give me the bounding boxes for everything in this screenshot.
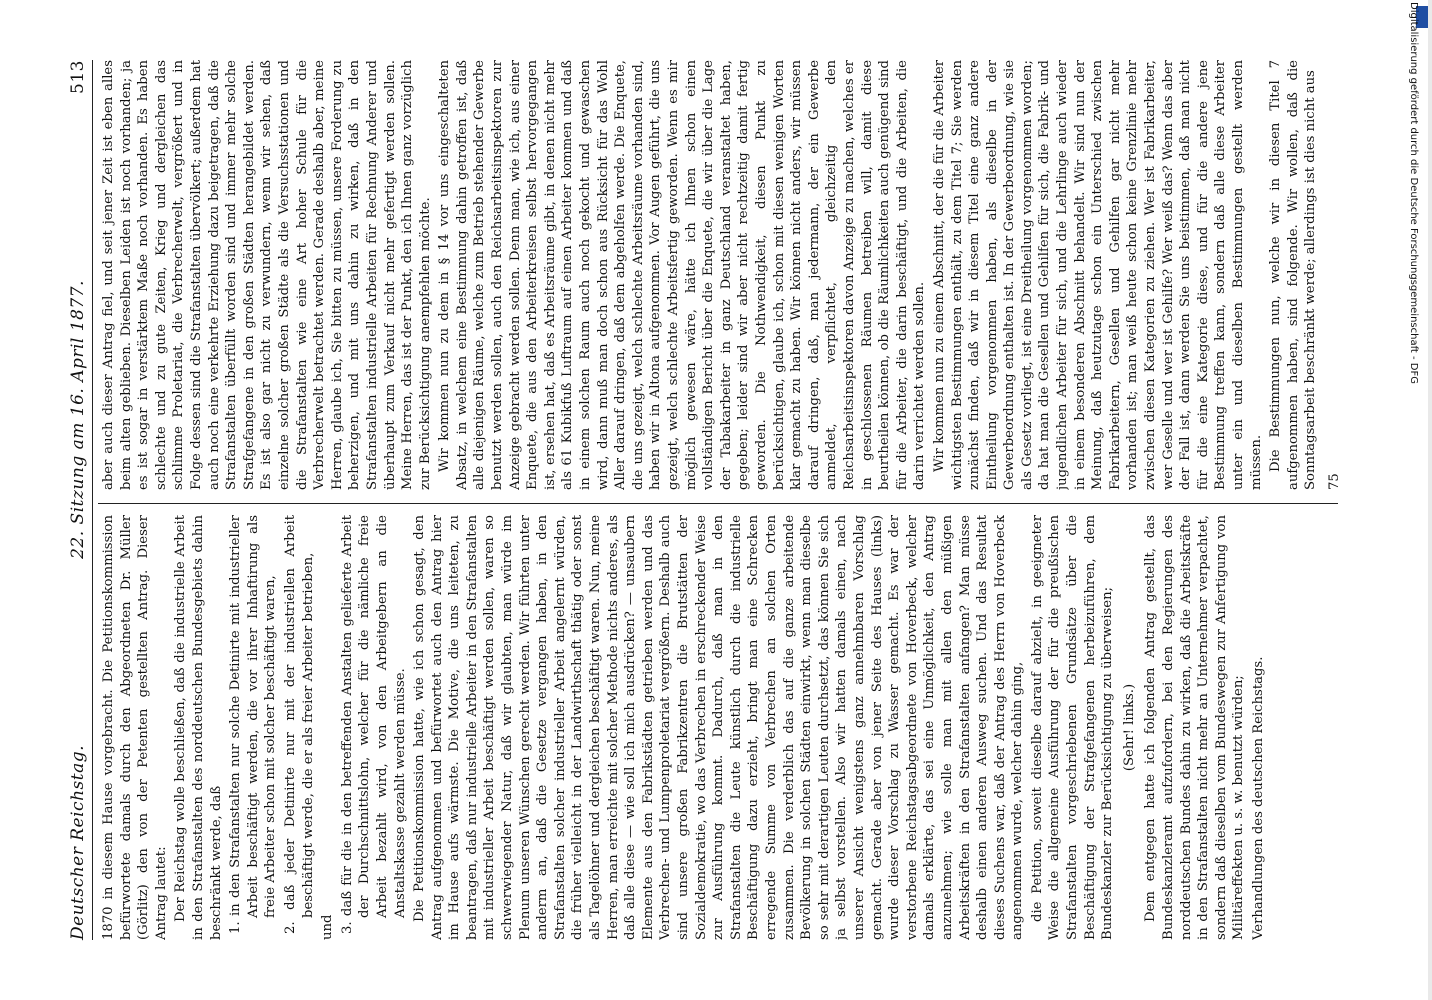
applause-note: (Sehr! links.) xyxy=(1121,683,1137,772)
page-footer: Verhandlungen des deutschen Reichstags. xyxy=(1251,656,1266,940)
paragraph: Der Reichstag wolle beschließen, daß die industrielle Arbeit in den Strafanstalten des norddeutschen Bundesgebiets dahin beschränkt werde, daß xyxy=(173,515,224,940)
paragraph: Die Petitionskommission hatte, wie ich schon gesagt, den Antrag aufgenommen und befürwortet auch den Antrag hier im Hause aufs wärmste. Die Motive, die uns leiteten, zu beantragen, daß nur industrielle Arbeiter in den Strafanstalten mit industrieller Arbeit beschäftigt werden sollen, waren so schwerwiegender Natur, daß wir glaubten, man würde im Plenum unseren Wünschen gerecht werden. Wir führten unter anderm an, daß die Gesetze vergangen haben, in den Strafanstalten solcher industrieller Arbeit angelernt würden, die früher vielleicht in der Landwirthschaft thätig oder sonst als Tagelöhner und dergleichen beschäftigt waren. Nun, meine Herren, man erreichte mit solcher Methode nichts anderes, als daß alle diese — wie soll ich mich ausdrücken? — unsaubern Elemente aus den Fabrikstädten getrieben werden und das Verbrechen- und Lumpenproletariat vergrößern. Deshalb auch sind unsere großen Fabrikzentren die Brutstätten der Sozialdemokratie, wo das Verbrechen in erschreckender Weise zur Ausführung kommt. Dadurch, daß man in den Strafanstalten die Leute künstlich durch die industrielle Beschäftigung dazu erzieht, bringt man eine Schrecken erregende Summe von Verbrechen an solchen Orten zusammen. Die verderblich das auf die ganze arbeitende Bevölkerung in solchen Städten einwirkt, wenn man dieselbe so sehr mit derartigen Leuten durchsetzt, das können Sie sich ja selbst vorstellen. Also wir hatten damals einen, nach unserer Ansicht wenigstens ganz annehmbaren Vorschlag gemacht. Gerade aber von jener Seite des Hauses (links) wurde dieser Vorschlag zu Wasser gemacht. Es war der verstorbene Reichstagsabgeordnete von Hoverbeck, welcher damals erklärte, das sei eine Unmöglichkeit, den Antrag anzunehmen; wie solle man mit allen den müßigen Arbeitskräften in den Strafanstalten anfangen? Man müsse deshalb einen anderen Ausweg suchen. Und das Resultat dieses Suchens war, daß der Antrag des Herrn von Hoverbeck angenommen wurde, welcher dahin ging, xyxy=(412,515,1026,940)
paragraph: die Petition, soweit dieselbe darauf abzielt, in geeigneter Weise die allgemeine Ausführung der für die preußischen Strafanstalten vorgeschriebenen Grundsätze über die Beschäftigung der Strafgefangenen herbeizuführen, dem Bundeskanzler zur Berücksichtigung zu überweisen; xyxy=(1029,515,1116,940)
page-header xyxy=(62,60,88,940)
paragraph: aber auch dieser Antrag fiel, und seit jener Zeit ist eben alles beim alten geblieben. Dieselben Leiden ist noch vorhanden; ja es ist sogar in verstärktem Maße noch vorhanden. Es haben schlechte und zu gute Zeiten, Krieg und dergleichen das schlimme Proletariat, die Verbrecherwelt, vergrößert und in Folge dessen sind die Strafanstalten übervölkert; außerdem hat auch noch eine verkehrte Erziehung dazu beigetragen, daß die Strafanstalten überfüllt worden sind und immer mehr solche Strafgefangene in den großen Städten herangebildet werden. Es ist also gar nicht zu verwundern, wenn wir sehen, daß einzelne solcher großen Städte als die Versuchsstationen und die Strafanstalten wie eine Art hoher Schule für die Verbrecherwelt betrachtet werden. Gerade deshalb aber, meine Herren, glaube ich, Sie bitten zu müssen, unsere Forderung zu beherzigen, und mit uns dahin zu wirken, daß in den Strafanstalten industrielle Arbeiten für Rechnung Anderer und überhaupt zum Verkauf nicht mehr gefertigt werden sollen. Meine Herren, das ist der Punkt, den ich Ihnen ganz vorzüglich zur Berücksichtigung anempfehlen möchte. xyxy=(101,60,433,490)
signature-mark: 75 xyxy=(1326,473,1342,490)
list-item: 2. daß jeder Detinirte nur mit der industriellen Arbeit beschäftigt werde, die er als freier Arbeiter betrieben, xyxy=(282,515,316,934)
digitization-note: Digitalisierung gefördert durch die Deutsche Forschungsgemeinschaft - DFG xyxy=(1408,2,1419,385)
right-column xyxy=(100,60,1350,490)
paragraph: Wir kommen nun zu einem Abschnitt, der die für die Arbeiter wichtigsten Bestimmungen enthält, zu dem Titel 7; Sie werden zunächst finden, daß wir in diesem Titel eine ganz andere Eintheilung vorgenommen haben, als dieselbe in der Gewerbeordnung enthalten ist. In der Gewerbeordnung, wie sie als Gesetz vorliegt, ist eine Dreitheilung vorgenommen worden; da hat man die Gesellen und Gehilfen für sich, die Fabrik- und jugendlichen Arbeiter für sich, und die Lehrlinge auch wieder in einem besonderen Abschnitt behandelt. Wir sind nun der Meinung, daß heutzutage schon ein Unterschied zwischen Fabrikarbeitern, Gesellen und Gehilfen gar nicht mehr vorhanden ist; man weiß heute schon keine Grenzlinie mehr zwischen diesen Kategorien zu ziehen. Wer ist Fabrikarbeiter, wer Geselle und wer ist Gehilfe? Wer weiß das? Wenn das aber der Fall ist, dann werden Sie uns beistimmen, daß man nicht für die eine Kategorie diese, und für die andere jene Bestimmung treffen kann, sondern daß alle diese Arbeiter unter ein und dieselben Bestimmungen gestellt werden müssen. xyxy=(931,60,1264,490)
paragraph: 1870 in diesem Hause vorgebracht. Die Petitionskommission befürwortete damals durch den Abgeordneten Dr. Müller (Görlitz) den von der Petenten gestellten Antrag. Dieser Antrag lautet: xyxy=(101,515,169,940)
conjunction: und xyxy=(320,914,336,940)
header-session: 22. Sitzung am 16. April 1877. xyxy=(68,280,88,559)
paragraph: Wir kommen nun zu dem in § 14 vor uns eingeschalteten Absatz, in welchem eine Bestimmung dahin getroffen ist, daß alle diejenigen Räume, welche zum Betrieb stehender Gewerbe benutzt werden sollen, auch den Reichsarbeitsinspektoren zur Anzeige gebracht werden sollen. Denn man, wie ich, aus einer Enquete, die aus den Arbeiterkreisen selbst hervorgegangen ist, ersehen hat, daß es Arbeitsräume gibt, in denen nicht mehr als 61 Kubikfuß Luftraum auf einen Arbeiter kommen und daß in einem solchen Raum auch noch gekocht und gewaschen wird, dann muß man doch schon aus Rücksicht für das Wohl Aller darauf dringen, daß dem abgeholfen werde. Die Enquete, die uns gezeigt, welch schlechte Arbeitsräume vorhanden sind, haben wir in Altona aufgenommen. Vor Augen geführt, die uns gezeigt, welch schlechte Arbeitsfertig geworden. Wenn es mir möglich gewesen wäre, hätte ich Ihnen schon einen vollständigen Bericht über die Enquete, die wir über die Lage der Tabakarbeiter in ganz Deutschland veranstaltet haben, gegeben; leider sind wir aber nicht rechtzeitig damit fertig geworden. Die Nothwendigkeit, diesen Punkt zu berücksichtigen, glaube ich, schon mit diesen wenigen Worten klar gemacht zu haben. Wir können nicht anders, wir müssen darauf dringen, daß, man jedermann, der ein Gewerbe anmeldet, verpflichtet, gleichzeitig den Reichsarbeitsinspektoren davon Anzeige zu machen, welches er in geschlossenen Räumen betreiben will, damit diese beurtheilen können, ob die Räumlichkeiten auch genügend sind für die Arbeiter, die darin beschäftigt, und die Arbeiten, die darin verrichtet werden sollen. xyxy=(437,60,928,490)
paragraph: Die Bestimmungen nun, welche wir in diesen Titel 7 aufgenommen haben, sind folgende. Wir wollen, daß die Sonntagsarbeit beschränkt werde; allerdings ist dies nicht aus xyxy=(1268,60,1319,490)
scan-edge xyxy=(1428,0,1432,1000)
header-title: Deutscher Reichstag. xyxy=(68,745,88,940)
list-item: 3. daß für die in den betreffenden Anstalten gelieferte Arbeit der Durchschnittslohn, welcher für die nämliche freie Arbeit bezahlt wird, von den Arbeitgebern an die Anstaltskasse gezahlt werden müsse. xyxy=(339,515,408,934)
column-divider xyxy=(98,503,1338,504)
left-column xyxy=(100,515,1350,940)
header-rule xyxy=(92,60,93,940)
page-number: 513 xyxy=(68,60,88,94)
list-item: 1. in den Strafanstalten nur solche Detinirte mit industrieller Arbeit beschäftigt werden, die vor ihrer Inhaftirung als freie Arbeiter schon mit solcher beschäftigt waren, xyxy=(228,515,279,934)
paragraph: Dem entgegen hatte ich folgenden Antrag gestellt, das Bundeskanzleramt aufzufordern, bei den Regierungen des norddeutschen Bundes dahin zu wirken, daß die Arbeitskräfte in den Strafanstalten nicht mehr an Unternehmer verpachtet, sondern daß dieselben vom Bundeswegen zur Anfertigung von Militäreffekten u. s. w. benutzt würden; xyxy=(1143,515,1247,940)
